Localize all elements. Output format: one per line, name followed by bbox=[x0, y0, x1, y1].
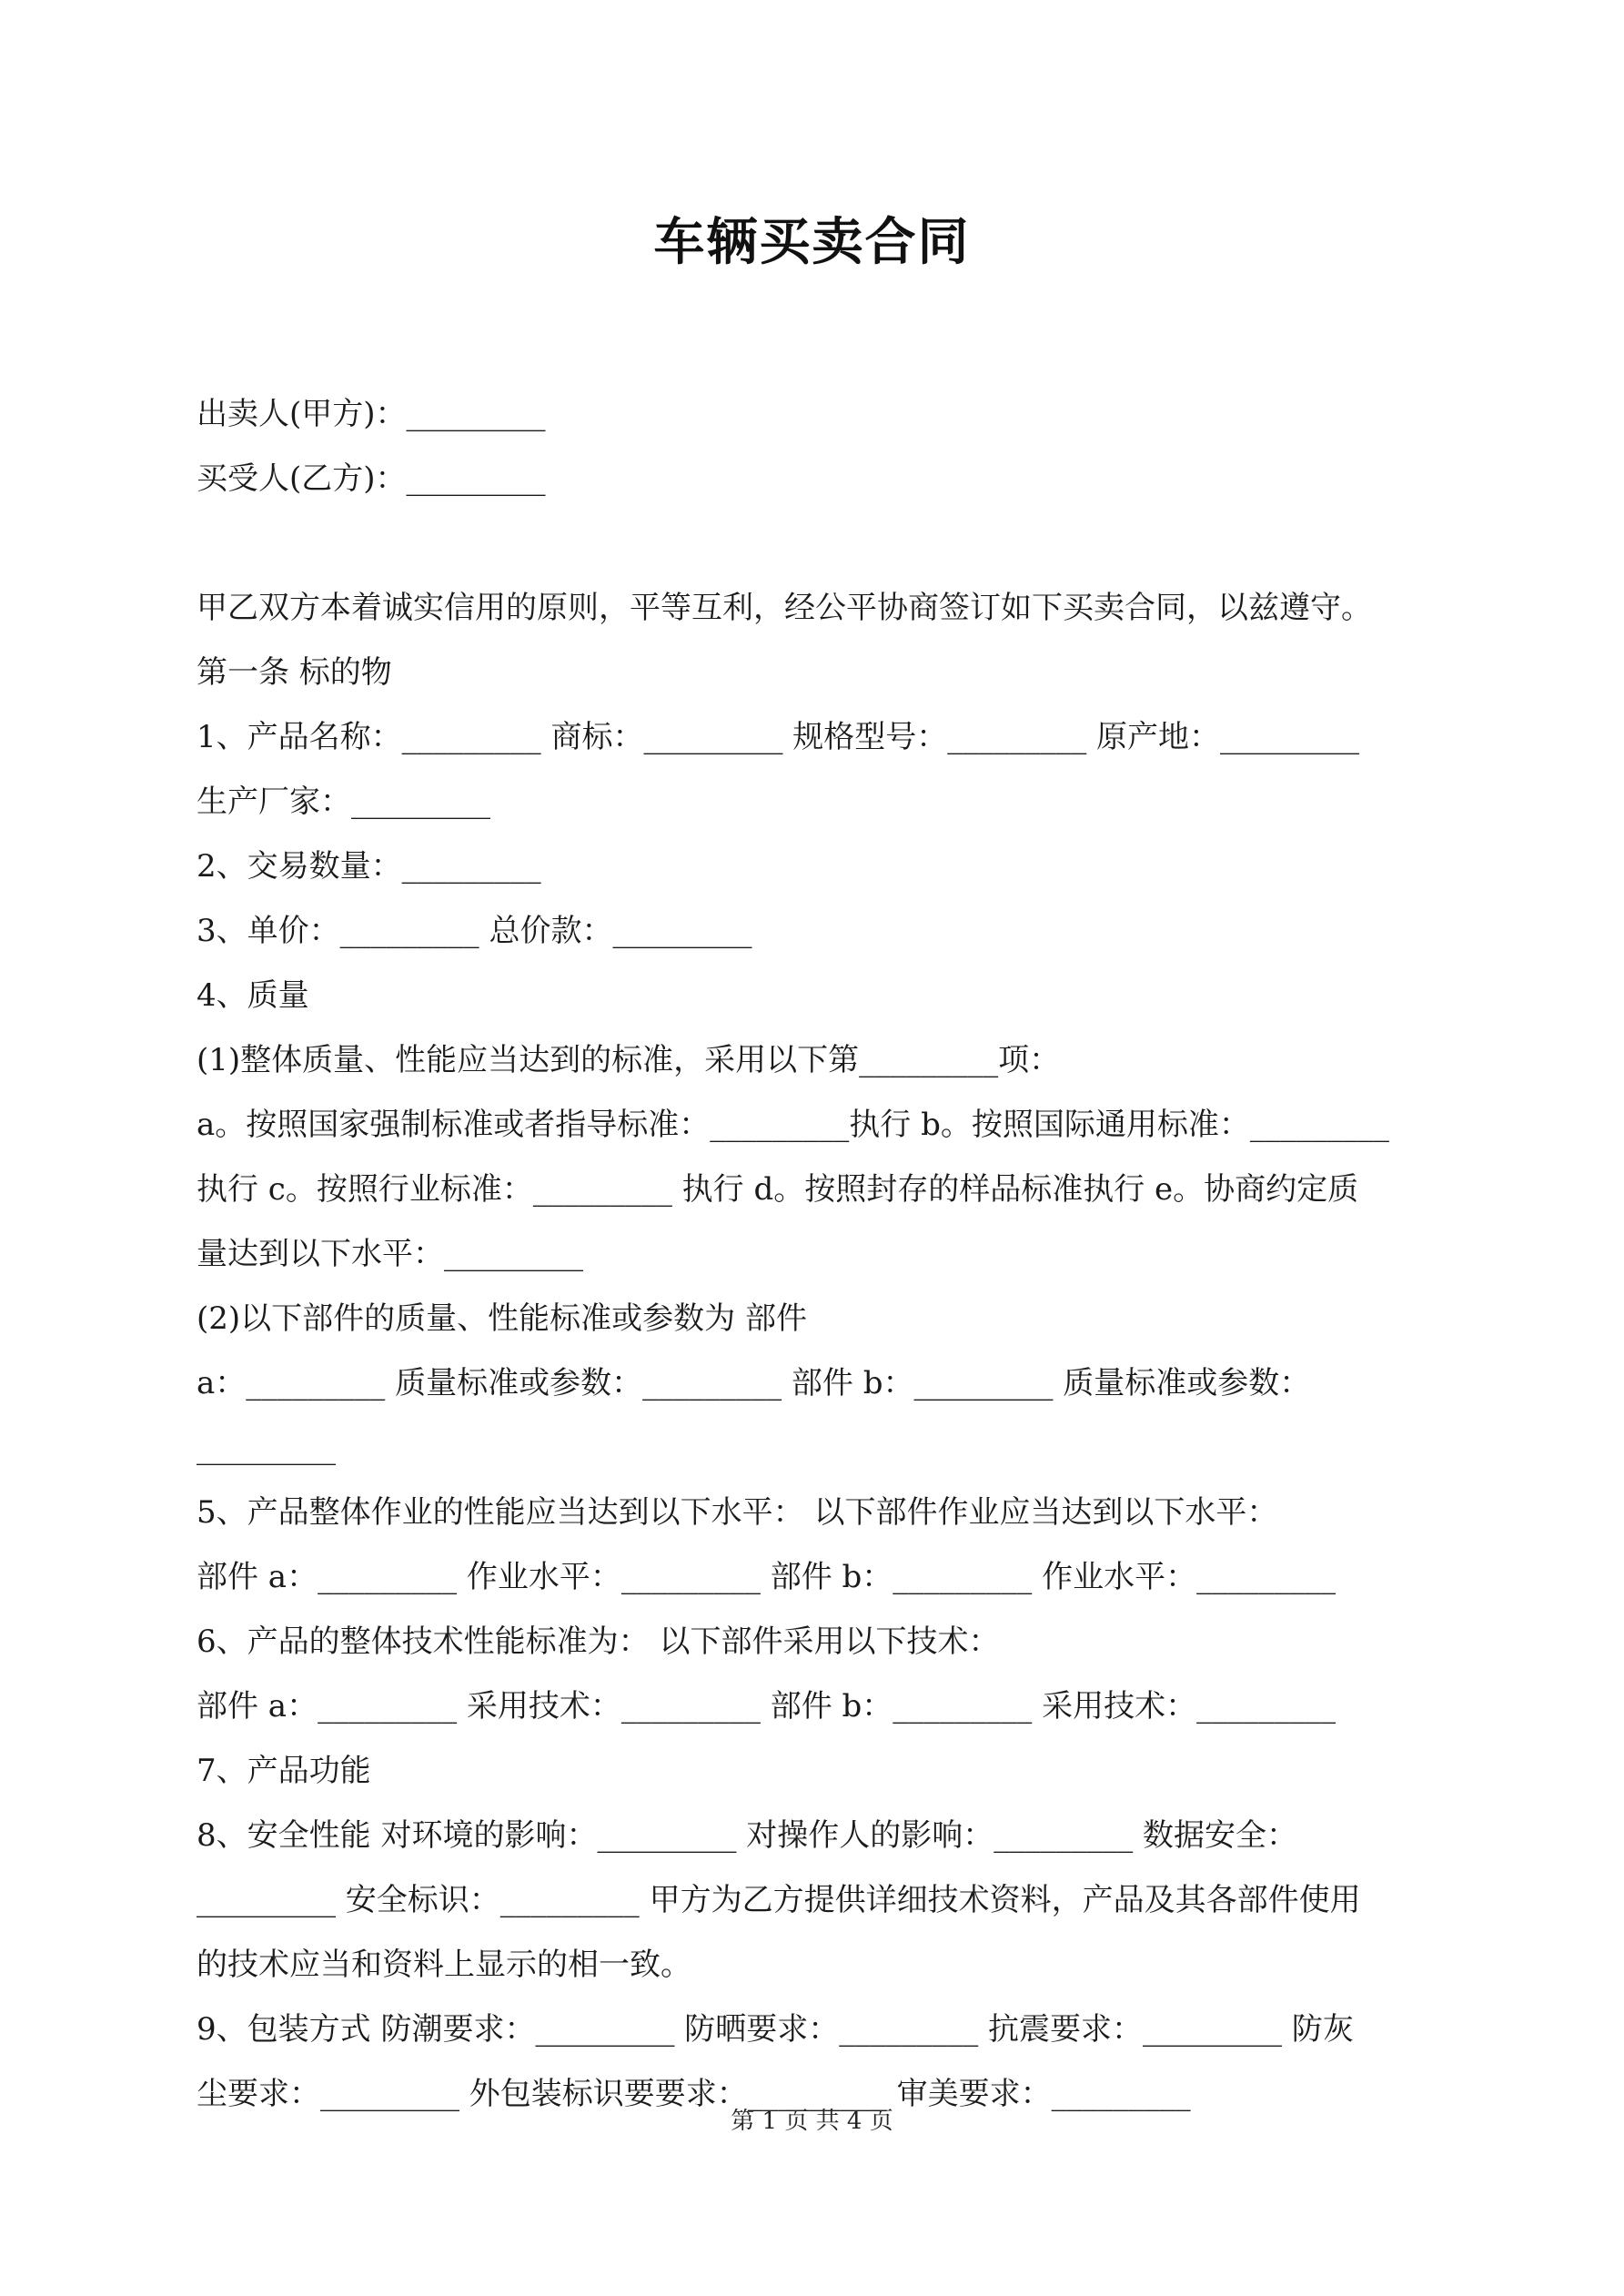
clause-line: 部件 a：_________ 作业水平：_________ 部件 b：_________ 作业水平：_________ bbox=[197, 1559, 1337, 1595]
clause-line: 尘要求：_________ 外包装标识要要求：_________ 审美要求：_________ bbox=[197, 2076, 1191, 2112]
clause-line: a：_________ 质量标准或参数：_________ 部件 b：_________ 质量标准或参数： bbox=[197, 1365, 1311, 1401]
clause-line: 7、产品功能 bbox=[197, 1753, 371, 1789]
clause-line: (1)整体质量、性能应当达到的标准，采用以下第_________项： bbox=[197, 1042, 1061, 1078]
clause-line: 4、质量 bbox=[197, 977, 309, 1014]
buyer-line: 买受人(乙方)：_________ bbox=[197, 460, 546, 497]
clause-line: 6、产品的整体技术性能标准为： 以下部件采用以下技术： bbox=[197, 1623, 1000, 1660]
clause-line: a。按照国家强制标准或者指导标准：_________执行 b。按照国际通用标准：_________ bbox=[197, 1107, 1389, 1143]
clause-line: 2、交易数量：_________ bbox=[197, 848, 541, 885]
article-heading: 第一条 标的物 bbox=[197, 654, 392, 691]
page-footer: 第 1 页 共 4 页 bbox=[731, 2108, 893, 2135]
clause-line: 3、单价：_________ 总价款：_________ bbox=[197, 913, 752, 949]
clause-line: _________ 安全标识：_________ 甲方为乙方提供详细技术资料，产品及其各部件使用 bbox=[197, 1882, 1361, 1918]
clause-line: 1、产品名称：_________ 商标：_________ 规格型号：_________ 原产地：_________ bbox=[197, 719, 1360, 755]
clause-line: 部件 a：_________ 采用技术：_________ 部件 b：_________ 采用技术：_________ bbox=[197, 1688, 1337, 1725]
contract-body bbox=[197, 382, 1443, 2127]
page-title: 车辆买卖合同 bbox=[653, 213, 971, 272]
clause-line: _________ bbox=[197, 1430, 336, 1466]
seller-line: 出卖人(甲方)：_________ bbox=[197, 396, 546, 432]
clause-line: 9、包装方式 防潮要求：_________ 防晒要求：_________ 抗震要求：_________ 防灰 bbox=[197, 2011, 1354, 2048]
clause-line: 执行 c。按照行业标准：_________ 执行 d。按照封存的样品标准执行 e。协商约定质 bbox=[197, 1171, 1359, 1208]
clause-line: 5、产品整体作业的性能应当达到以下水平： 以下部件作业应当达到以下水平： bbox=[197, 1494, 1278, 1531]
clause-line: 8、安全性能 对环境的影响：_________ 对操作人的影响：_________ 数据安全： bbox=[197, 1817, 1298, 1854]
spacer bbox=[197, 511, 1443, 576]
clause-line: 量达到以下水平：_________ bbox=[197, 1236, 583, 1272]
clause-line: 的技术应当和资料上显示的相一致。 bbox=[197, 1947, 691, 1983]
clause-line: (2)以下部件的质量、性能标准或参数为 部件 bbox=[197, 1300, 807, 1337]
clause-line: 生产厂家：_________ bbox=[197, 784, 490, 820]
preamble-line: 甲乙双方本着诚实信用的原则，平等互利，经公平协商签订如下买卖合同，以兹遵守。 bbox=[197, 590, 1372, 626]
